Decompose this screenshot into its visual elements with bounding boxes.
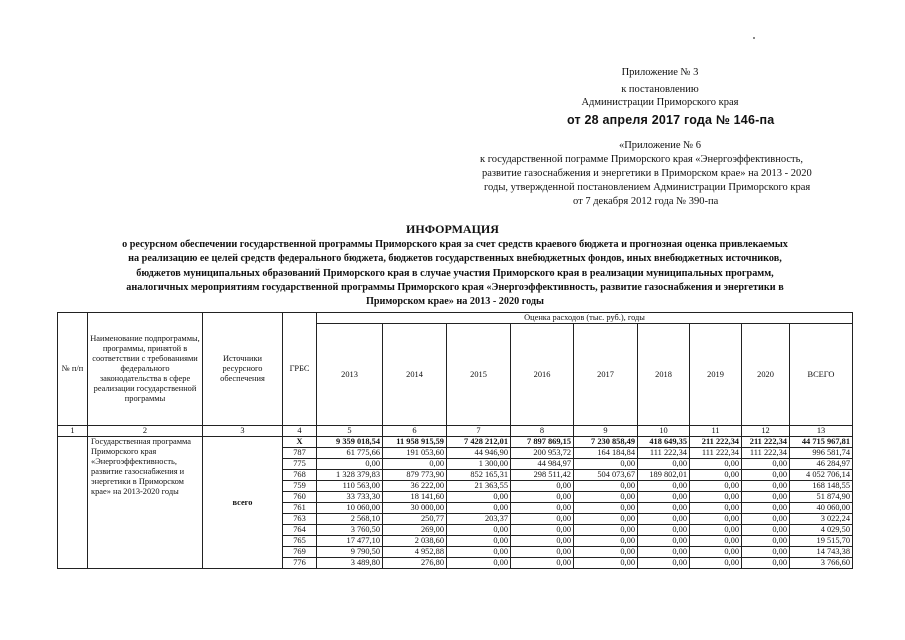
value-cell: 2 568,10 [317,514,383,525]
value-cell: 44 715 967,81 [790,437,853,448]
value-cell: 44 984,97 [511,459,574,470]
value-cell: 19 515,70 [790,536,853,547]
year-header: 2019 [690,324,742,426]
value-cell: 0,00 [574,514,638,525]
value-cell: 30 000,00 [383,503,447,514]
value-cell: 4 952,88 [383,547,447,558]
value-cell: 0,00 [511,481,574,492]
value-cell: 0,00 [742,459,790,470]
row-number-cell [58,437,88,569]
subtitle-line: аналогичных мероприятиям государственной программы Приморского края «Энергоэффективность, развитие газоснабжения и энергетики в [126,281,784,293]
resolution-date: от 28 апреля 2017 года № 146-па [567,113,775,127]
year-header: 2014 [383,324,447,426]
column-number: 1 [58,426,88,437]
value-cell: 0,00 [447,547,511,558]
value-cell: 40 060,00 [790,503,853,514]
value-cell: 0,00 [511,558,574,569]
value-cell: 9 790,50 [317,547,383,558]
value-cell: 0,00 [690,503,742,514]
value-cell: 0,00 [690,536,742,547]
value-cell: 0,00 [511,514,574,525]
year-header: 2017 [574,324,638,426]
column-number: 4 [283,426,317,437]
value-cell: 110 563,00 [317,481,383,492]
value-cell: 0,00 [574,503,638,514]
value-cell: 0,00 [742,481,790,492]
value-cell: 9 359 018,54 [317,437,383,448]
value-cell: 0,00 [742,470,790,481]
col-name-header: Наименование подпрограммы, программы, принятой в соответствии с требованиями федерального законодательства в сфере реализации государственной программы [88,313,203,426]
value-cell: 0,00 [742,492,790,503]
value-cell: 269,00 [383,525,447,536]
value-cell: 996 581,74 [790,448,853,459]
grbs-cell: Х [283,437,317,448]
value-cell: 0,00 [742,558,790,569]
value-cell: 14 743,38 [790,547,853,558]
year-header: 2020 [742,324,790,426]
column-number: 2 [88,426,203,437]
value-cell: 0,00 [638,492,690,503]
value-cell: 0,00 [574,525,638,536]
col-grbs-header: ГРБС [283,313,317,426]
value-cell: 0,00 [742,514,790,525]
value-cell: 0,00 [742,503,790,514]
value-cell: 3 022,24 [790,514,853,525]
value-cell: 0,00 [383,459,447,470]
value-cell: 7 897 869,15 [511,437,574,448]
column-number: 7 [447,426,511,437]
value-cell: 0,00 [574,459,638,470]
value-cell: 0,00 [511,492,574,503]
value-cell: 504 073,67 [574,470,638,481]
appendix-6-line4: от 7 декабря 2012 года № 390-па [573,196,719,207]
column-number: 3 [203,426,283,437]
value-cell: 298 511,42 [511,470,574,481]
grbs-cell: 765 [283,536,317,547]
value-cell: 0,00 [574,536,638,547]
value-cell: 0,00 [638,459,690,470]
appendix-6-label: «Приложение № 6 [618,140,702,151]
value-cell: 51 874,90 [790,492,853,503]
value-cell: 7 428 212,01 [447,437,511,448]
grbs-cell: 768 [283,470,317,481]
appendix-6-line1: к государственной пограмме Приморского края «Энергоэффективность, [480,154,804,165]
value-cell: 0,00 [638,481,690,492]
value-cell: 0,00 [690,481,742,492]
value-cell: 418 649,35 [638,437,690,448]
value-cell: 0,00 [574,558,638,569]
value-cell: 0,00 [511,525,574,536]
appendix-6-line3: годы, утвержденной постановлением Администрации Приморского края [484,182,811,193]
appendix-3-label: Приложение № 3 [621,67,699,78]
program-name-cell: Государственная программа Приморского края «Энергоэффективность, развитие газоснабжения и энергетики в Приморском крае» на 2013-2020 годы [88,437,203,569]
value-cell: 0,00 [638,547,690,558]
value-cell: 3 760,50 [317,525,383,536]
value-cell: 0,00 [447,558,511,569]
value-cell: 21 363,55 [447,481,511,492]
value-cell: 250,77 [383,514,447,525]
column-number: 12 [742,426,790,437]
subtitle-line: о ресурсном обеспечении государственной программы Приморского края за счет средств краевого бюджета и прогнозная оценка привлекаемых [122,239,788,250]
value-cell: 111 222,34 [742,448,790,459]
col-source-header: Источники ресурсного обеспечения [203,313,283,426]
value-cell: 4 029,50 [790,525,853,536]
value-cell: 61 775,66 [317,448,383,459]
value-cell: 17 477,10 [317,536,383,547]
subtitle-line: на реализацию ее целей средств федерального бюджета, бюджетов государственных внебюджетных фондов, иных внебюджетных источников, [128,253,782,265]
value-cell: 0,00 [638,558,690,569]
value-cell: 0,00 [638,503,690,514]
value-cell: 0,00 [447,536,511,547]
value-cell: 0,00 [638,536,690,547]
value-cell: 0,00 [742,536,790,547]
column-number: 9 [574,426,638,437]
value-cell: 0,00 [690,470,742,481]
subtitle-line: Приморском крае» на 2013 - 2020 годы [365,296,545,308]
col-number-header: № п/п [58,313,88,426]
value-cell: 211 222,34 [742,437,790,448]
value-cell: 852 165,31 [447,470,511,481]
grbs-cell: 764 [283,525,317,536]
subtitle-line: бюджетов муниципальных образований Приморского края в случае участия Приморского края в реализации муниципальных программ, [136,267,774,279]
year-header: 2018 [638,324,690,426]
value-cell: 36 222,00 [383,481,447,492]
value-cell: 0,00 [638,525,690,536]
value-cell: 200 953,72 [511,448,574,459]
value-cell: 276,80 [383,558,447,569]
grbs-cell: 761 [283,503,317,514]
value-cell: 1 328 379,83 [317,470,383,481]
col-estimate-header: Оценка расходов (тыс. руб.), годы [317,313,853,324]
value-cell: 10 060,00 [317,503,383,514]
administration-label: Администрации Приморского края [581,97,739,108]
value-cell: 4 052 706,14 [790,470,853,481]
value-cell: 33 733,30 [317,492,383,503]
value-cell: 0,00 [447,525,511,536]
value-cell: 0,00 [447,503,511,514]
value-cell: 44 946,90 [447,448,511,459]
value-cell: 0,00 [511,547,574,558]
column-number: 5 [317,426,383,437]
table-body [58,437,853,569]
grbs-cell: 763 [283,514,317,525]
grbs-cell: 769 [283,547,317,558]
value-cell: 2 038,60 [383,536,447,547]
value-cell: 0,00 [742,547,790,558]
grbs-cell: 759 [283,481,317,492]
column-number: 10 [638,426,690,437]
column-number: 13 [790,426,853,437]
value-cell: 164 184,84 [574,448,638,459]
column-number: 11 [690,426,742,437]
document-subtitle [55,238,855,309]
value-cell: 0,00 [574,492,638,503]
grbs-cell: 775 [283,459,317,470]
value-cell: 0,00 [511,503,574,514]
value-cell: 211 222,34 [690,437,742,448]
grbs-cell: 776 [283,558,317,569]
value-cell: 0,00 [690,514,742,525]
column-numbers-row [58,426,853,437]
grbs-cell: 787 [283,448,317,459]
value-cell: 0,00 [574,547,638,558]
value-cell: 0,00 [690,547,742,558]
value-cell: 191 053,60 [383,448,447,459]
value-cell: 46 284,97 [790,459,853,470]
column-number: 8 [511,426,574,437]
value-cell: 0,00 [447,492,511,503]
scan-speck [753,37,755,39]
document-title: ИНФОРМАЦИЯ [406,222,499,236]
value-cell: 3 766,60 [790,558,853,569]
value-cell: 0,00 [690,459,742,470]
to-resolution-label: к постановлению [621,84,699,95]
resource-table [57,312,853,569]
value-cell: 879 773,90 [383,470,447,481]
value-cell: 189 802,01 [638,470,690,481]
value-cell: 168 148,55 [790,481,853,492]
value-cell: 0,00 [742,525,790,536]
source-cell: всего [203,437,283,569]
value-cell: 203,37 [447,514,511,525]
value-cell: 0,00 [690,492,742,503]
value-cell: 0,00 [690,525,742,536]
appendix-6-line2: развитие газоснабжения и энергетики в Приморском крае» на 2013 - 2020 [482,168,812,179]
value-cell: 0,00 [511,536,574,547]
value-cell: 18 141,60 [383,492,447,503]
year-header: ВСЕГО [790,324,853,426]
value-cell: 1 300,00 [447,459,511,470]
year-header: 2016 [511,324,574,426]
value-cell: 0,00 [317,459,383,470]
value-cell: 0,00 [690,558,742,569]
value-cell: 0,00 [638,514,690,525]
grbs-cell: 760 [283,492,317,503]
year-header: 2015 [447,324,511,426]
value-cell: 111 222,34 [638,448,690,459]
value-cell: 7 230 858,49 [574,437,638,448]
value-cell: 3 489,80 [317,558,383,569]
year-header: 2013 [317,324,383,426]
table-row [58,437,853,448]
value-cell: 0,00 [574,481,638,492]
column-number: 6 [383,426,447,437]
value-cell: 111 222,34 [690,448,742,459]
value-cell: 11 958 915,59 [383,437,447,448]
